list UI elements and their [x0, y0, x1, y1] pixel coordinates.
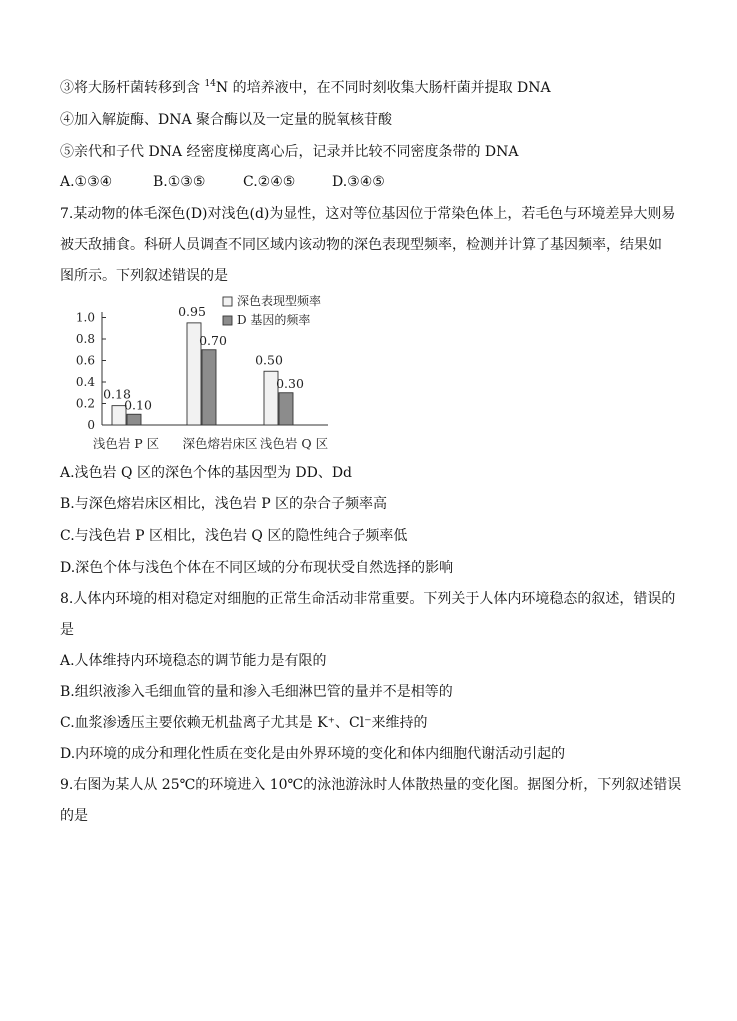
q7-option-a: A.浅色岩 Q 区的深色个体的基因型为 DD、Dd	[60, 465, 353, 481]
category-label-0: 浅色岩 P 区	[92, 436, 160, 451]
q7-option-d: D.深色个体与浅色个体在不同区域的分布现状受自然选择的影响	[60, 560, 454, 576]
q6-option-a: A.①③④	[60, 174, 113, 190]
q8-option-b: B.组织液渗入毛细血管的量和渗入毛细淋巴管的量并不是相等的	[60, 684, 453, 700]
q8-stem-line-2: 是	[60, 622, 74, 638]
value-label-0-0: 0.18	[103, 386, 131, 402]
y-tick-label-4: 0.8	[75, 332, 95, 346]
q8-option-d: D.内环境的成分和理化性质在变化是由外界环境的变化和体内细胞代谢活动引起的	[60, 746, 566, 762]
step-4: ④加入解旋酶、DNA 聚合酶以及一定量的脱氧核苷酸	[60, 112, 393, 128]
chart-svg	[60, 292, 350, 460]
q7-stem-line-3: 图所示。下列叙述错误的是	[60, 268, 228, 284]
q6-option-d: D.③④⑤	[332, 174, 385, 190]
q8-option-a: A.人体维持内环境稳态的调节能力是有限的	[60, 653, 327, 669]
legend-label-0: 深色表现型频率	[237, 294, 322, 308]
value-label-1-1: 0.70	[199, 332, 227, 348]
q8-stem-line-1: 8.人体内环境的相对稳定对细胞的正常生命活动非常重要。下列关于人体内环境稳态的叙述，错误的	[60, 591, 676, 607]
step-3-suffix: N 的培养液中，在不同时刻收集大肠杆菌并提取 DNA	[215, 80, 551, 96]
q7-stem-line-1: 7.某动物的体毛深色(D)对浅色(d)为显性，这对等位基因位于常染色体上，若毛色与环境差异大则易	[60, 206, 676, 222]
y-tick-label-0: 0	[87, 418, 95, 432]
bar-1-1	[202, 350, 216, 425]
legend-label-1: D 基因的频率	[237, 313, 311, 327]
q7-option-b: B.与深色熔岩床区相比，浅色岩 P 区的杂合子频率高	[60, 496, 388, 512]
step-5: ⑤亲代和子代 DNA 经密度梯度离心后，记录并比较不同密度条带的 DNA	[60, 144, 519, 160]
step-3	[60, 78, 691, 98]
value-label-0-1: 0.10	[124, 397, 152, 413]
legend-swatch-1	[223, 316, 232, 325]
y-tick-label-3: 0.6	[75, 353, 95, 368]
q9-stem-line-1: 9.右图为某人从 25℃的环境进入 10℃的泳池游泳时人体散热量的变化图。据图分析，下列叙述错误	[60, 777, 682, 793]
bar-2-1	[279, 393, 293, 425]
legend-swatch-0	[223, 297, 232, 306]
value-label-2-1: 0.30	[276, 375, 304, 391]
category-label-2: 浅色岩 Q 区	[259, 436, 329, 451]
q6-options	[60, 172, 691, 192]
isotope-superscript: 14	[204, 79, 216, 89]
q7-option-c: C.与浅色岩 P 区相比，浅色岩 Q 区的隐性纯合子频率低	[60, 528, 408, 544]
y-tick-label-2: 0.4	[75, 375, 95, 389]
q8-option-c: C.血浆渗透压主要依赖无机盐离子尤其是 K⁺、Cl⁻来维持的	[60, 715, 428, 731]
q6-option-b: B.①③⑤	[153, 174, 206, 190]
gene-frequency-chart	[60, 292, 350, 460]
step-3-prefix: ③将大肠杆菌转移到含	[60, 80, 205, 96]
bar-0-1	[127, 414, 141, 425]
category-label-1: 深色熔岩床区	[182, 436, 258, 451]
y-tick-label-5: 1.0	[75, 310, 95, 325]
q7-stem-line-2: 被天敌捕食。科研人员调查不同区域内该动物的深色表现型频率，检测并计算了基因频率，结果如	[60, 237, 662, 253]
value-label-1-0: 0.95	[178, 303, 206, 319]
y-tick-label-1: 0.2	[75, 396, 95, 411]
q9-stem-line-2: 的是	[60, 808, 88, 824]
q6-option-c: C.②④⑤	[243, 174, 296, 190]
value-label-2-0: 0.50	[255, 352, 283, 368]
